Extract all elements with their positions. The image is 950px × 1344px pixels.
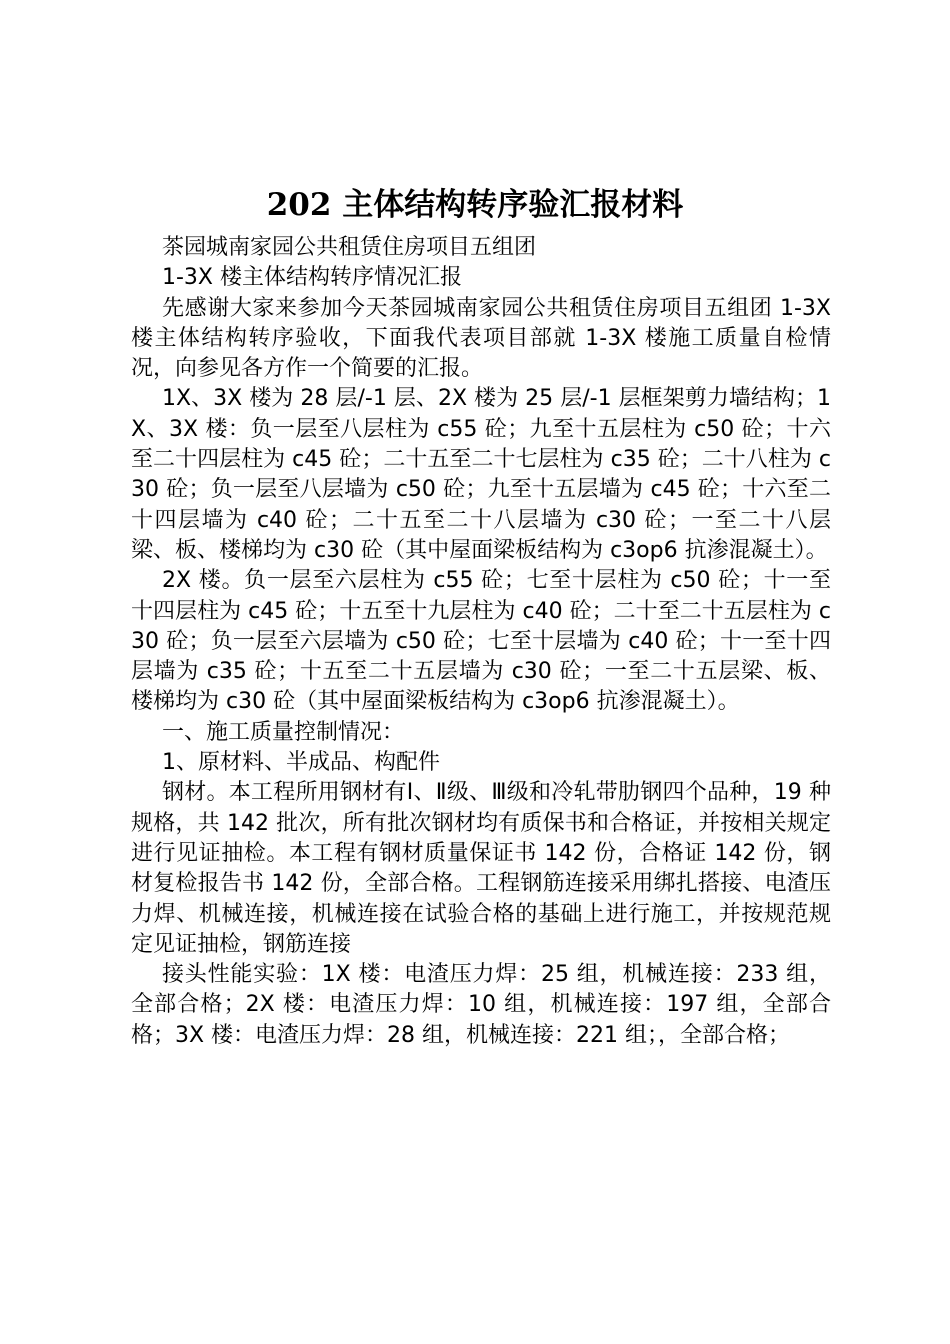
subsection-heading-materials: 1、原材料、半成品、构配件 — [162, 750, 440, 776]
paragraph-building-2x: 2X 楼。负一层至六层柱为 c55 砼；七至十层柱为 c50 砼；十一至十四层柱为 c45 砼；十五至十九层柱为 c40 砼；二十至二十五层柱为 c30 砼；负一层至六层墙为 c50 砼；七至十层墙为 c40 砼；十一至十四层墙为 c35 砼；十五至二十五层墙为 c30 砼；一至二十五层梁、板、楼梯均为 c30 砼（其中屋面梁板结构为 c3op6 抗渗混凝土）。 — [131, 568, 831, 715]
paragraph-project-name: 茶园城南家园公共租赁住房项目五组团 — [162, 235, 537, 260]
paragraph-report-subtitle: 1-3X 楼主体结构转序情况汇报 — [162, 265, 462, 291]
section-heading-quality-control: 一、施工质量控制情况： — [162, 719, 405, 745]
paragraph-introduction: 先感谢大家来参加今天茶园城南家园公共租赁住房项目五组团 1-3X 楼主体结构转序验收，下面我代表项目部就 1-3X 楼施工质量自检情况，向参见各方作一个简要的汇报。 — [131, 295, 831, 382]
paragraph-steel: 钢材。本工程所用钢材有Ⅰ、Ⅱ级、Ⅲ级和冷轧带肋钢四个品种，19 种规格，共 142 批次，所有批次钢材均有质保书和合格证，并按相关规定进行见证抽检。本工程有钢材质量保证书 142 份，合格证 142 份，钢材复检报告书 142 份，全部合格。工程钢筋连接采用绑扎搭接、电渣压力焊、机械连接，机械连接在试验合格的基础上进行施工，并按规范规定见证抽检，钢筋连接 — [131, 780, 831, 957]
paragraph-building-1x-3x: 1X、3X 楼为 28 层/-1 层、2X 楼为 25 层/-1 层框架剪力墙结构；1X、3X 楼：负一层至八层柱为 c55 砼；九至十五层柱为 c50 砼；十六至二十四层柱为 c45 砼；二十五至二十七层柱为 c35 砼；二十八柱为 c30 砼；负一层至八层墙为 c50 砼；九至十五层墙为 c45 砼；十六至二十四层墙为 c40 砼；二十五至二十八层墙为 c30 砼；一至二十八层梁、板、楼梯均为 c30 砼（其中屋面梁板结构为 c3op6 抗渗混凝土）。 — [131, 386, 831, 563]
document-title: 202 主体结构转序验汇报材料 — [266, 187, 684, 223]
document-body — [131, 233, 831, 1051]
paragraph-joint-tests: 接头性能实验：1X 楼：电渣压力焊：25 组，机械连接：233 组，全部合格；2X 楼：电渣压力焊：10 组，机械连接：197 组，全部合格；3X 楼：电渣压力焊：28 组，机械连接：221 组；，全部合格； — [131, 962, 831, 1048]
